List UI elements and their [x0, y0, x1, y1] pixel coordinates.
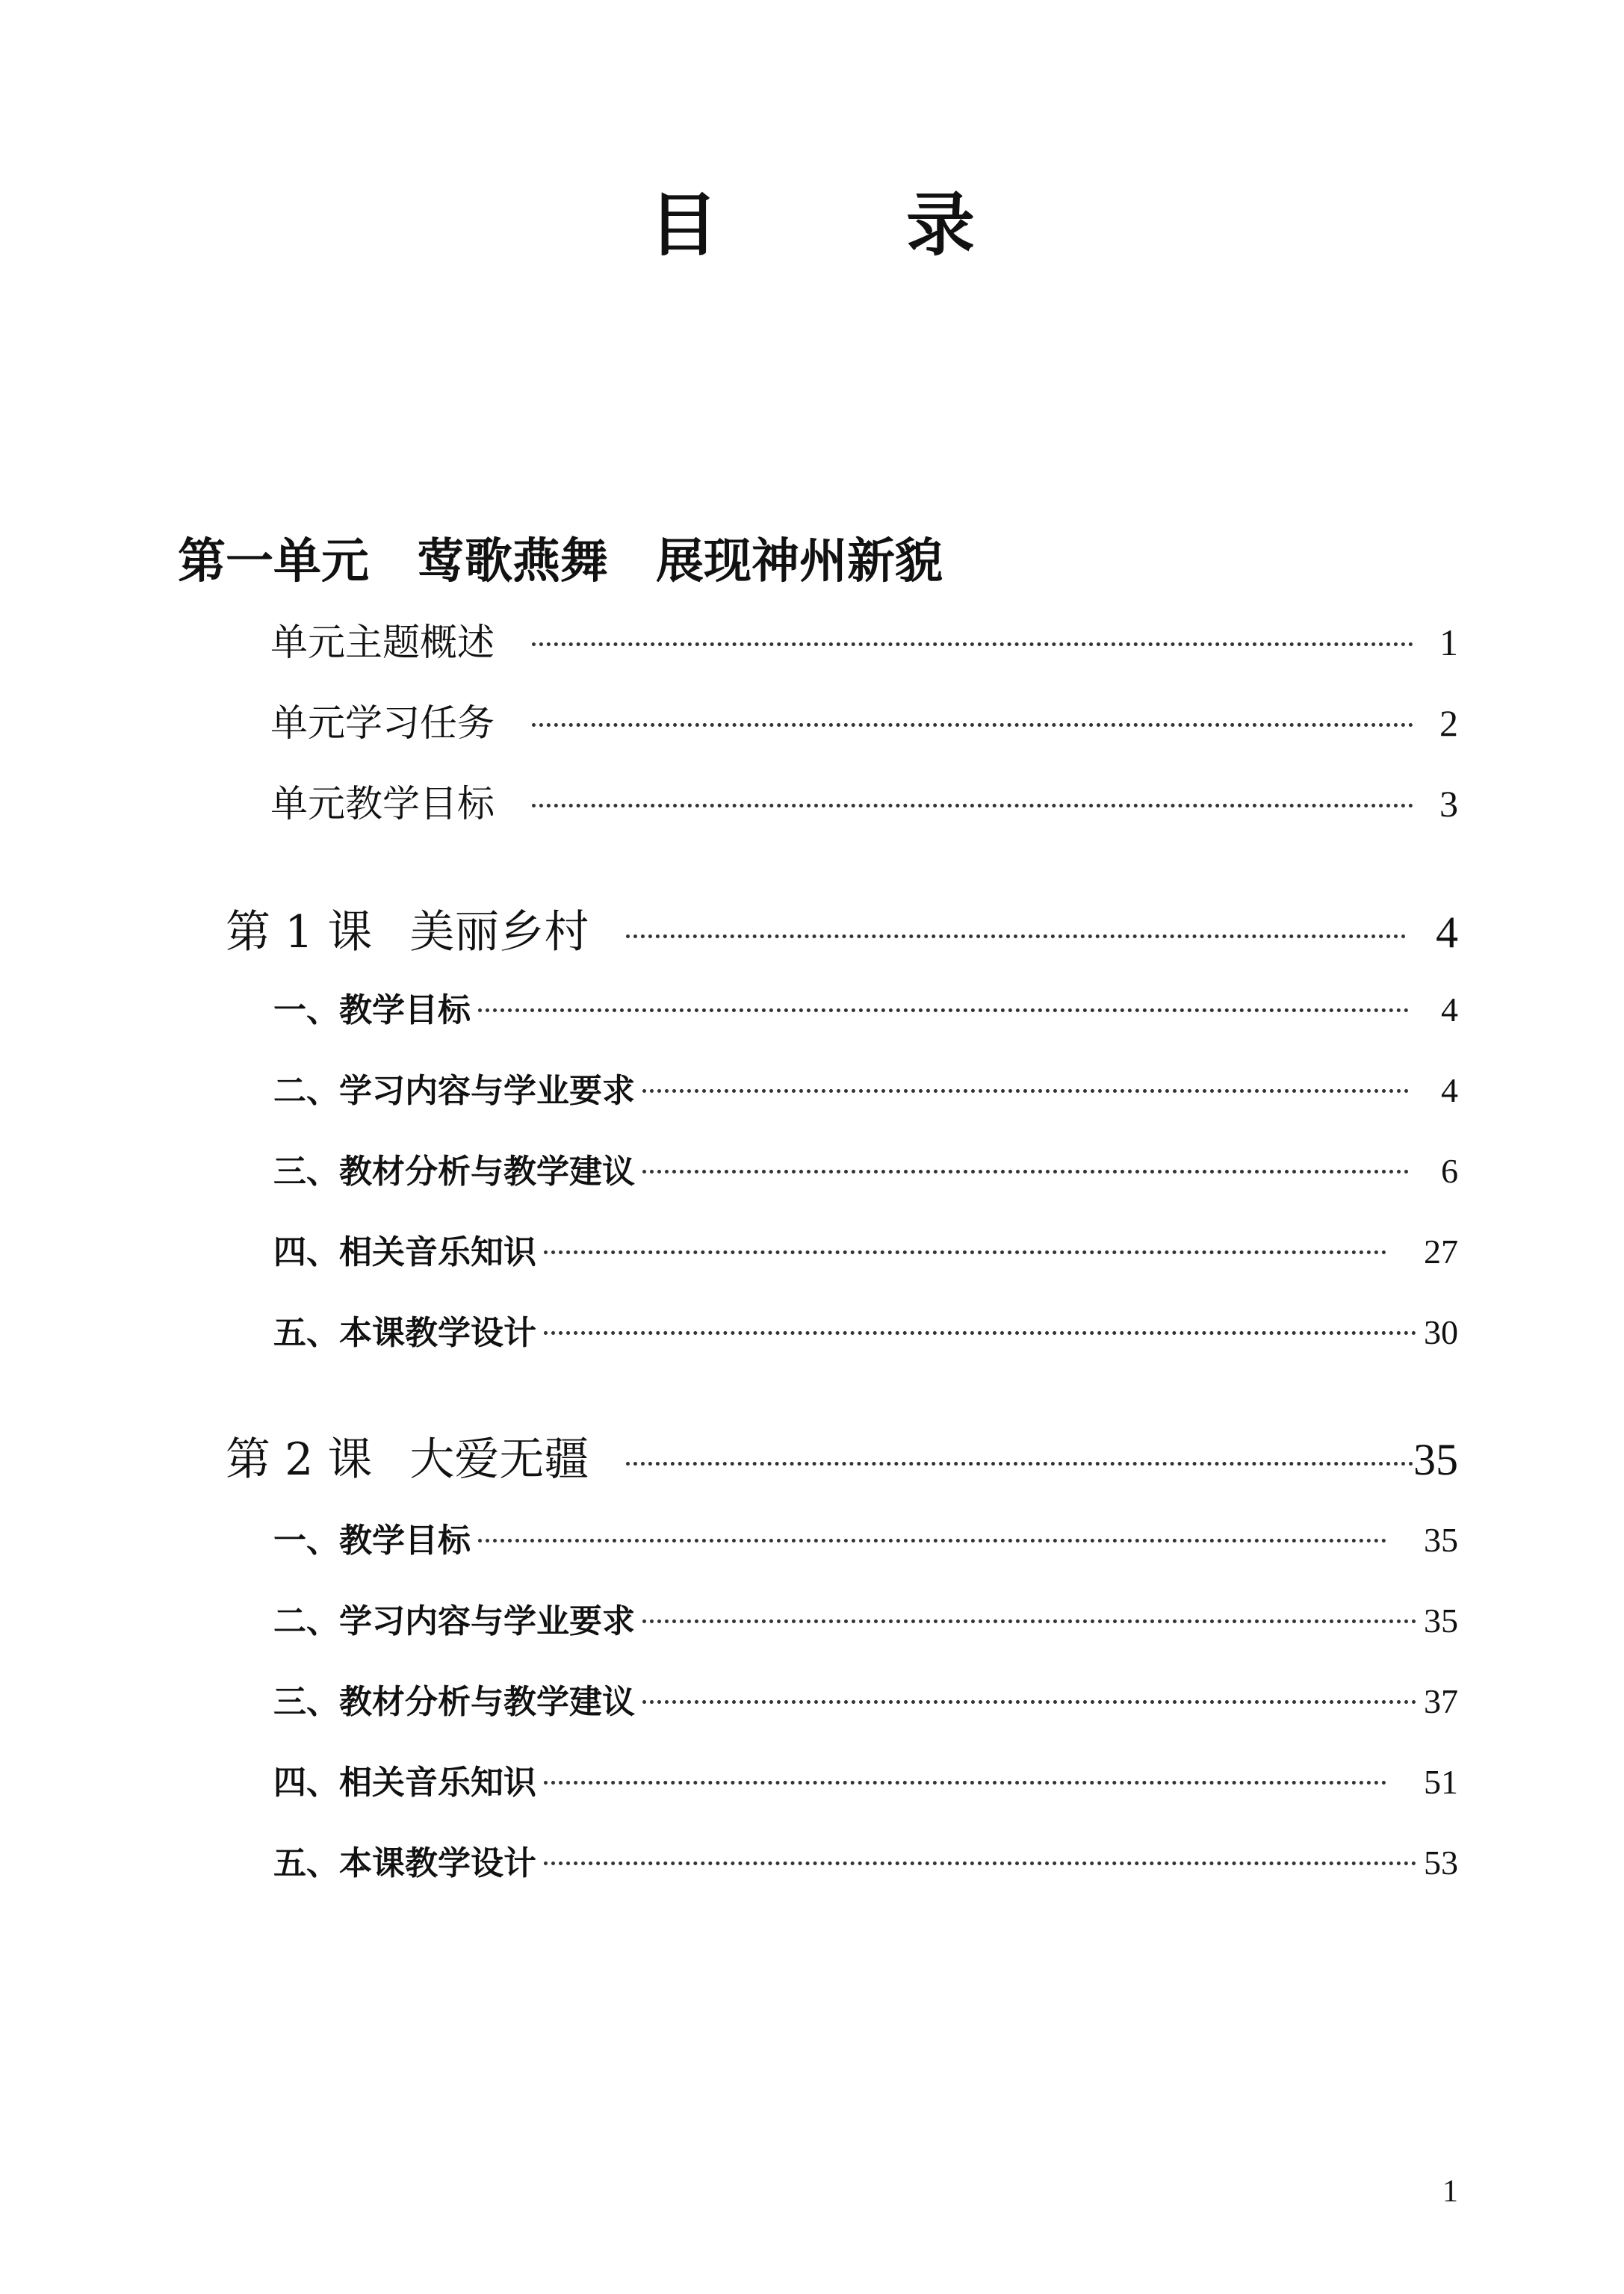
toc-section-label: 一、教学目标	[273, 1522, 471, 1560]
toc-entry-page: 2	[1439, 702, 1458, 744]
dot-leader	[642, 1089, 1409, 1093]
toc-section-1-4[interactable]	[273, 1225, 1458, 1273]
lesson-number: 第 1 课	[226, 906, 373, 958]
toc-section-2-2[interactable]	[273, 1594, 1458, 1642]
toc-lesson-2[interactable]	[226, 1424, 1458, 1488]
toc-section-page: 27	[1424, 1233, 1458, 1271]
dot-leader	[642, 1700, 1416, 1704]
toc-section-page: 30	[1424, 1313, 1458, 1351]
unit-heading	[178, 523, 943, 592]
toc-section-page: 53	[1424, 1844, 1458, 1882]
toc-entry-page: 1	[1439, 621, 1458, 663]
toc-lesson-label	[226, 1424, 589, 1488]
toc-section-1-5[interactable]	[273, 1306, 1458, 1354]
toc-section-label: 五、本课教学设计	[273, 1314, 536, 1352]
toc-section-page: 37	[1424, 1682, 1458, 1720]
toc-section-2-4[interactable]	[273, 1755, 1458, 1803]
unit-label: 第一单元	[178, 534, 369, 589]
dot-leader	[642, 1619, 1416, 1623]
toc-section-1-2[interactable]	[273, 1064, 1458, 1112]
toc-section-page: 4	[1441, 991, 1458, 1029]
toc-section-2-1[interactable]	[273, 1513, 1458, 1561]
toc-section-1-1[interactable]	[273, 983, 1458, 1031]
toc-section-1-3[interactable]	[273, 1144, 1458, 1192]
unit-theme-a: 莺歌燕舞	[417, 534, 608, 589]
dot-leader	[626, 1462, 1413, 1466]
toc-section-label: 二、学习内容与学业要求	[273, 1072, 635, 1110]
toc-section-page: 51	[1424, 1763, 1458, 1801]
dot-leader	[544, 1250, 1386, 1254]
toc-entry-label: 单元学习任务	[270, 701, 495, 745]
toc-entry-label: 单元主题概述	[270, 621, 495, 664]
lesson-name: 美丽乡村	[409, 906, 589, 958]
toc-section-label: 二、学习内容与学业要求	[273, 1602, 635, 1640]
toc-lesson-label	[226, 896, 589, 961]
toc-entry-page: 3	[1439, 783, 1458, 825]
toc-lesson-page: 4	[1436, 908, 1458, 957]
dot-leader	[626, 934, 1406, 938]
dot-leader	[478, 1539, 1386, 1543]
dot-leader	[544, 1861, 1416, 1865]
toc-lesson-1[interactable]	[226, 896, 1458, 961]
dot-leader	[532, 642, 1413, 646]
toc-section-label: 三、教材分析与教学建议	[273, 1683, 635, 1721]
toc-section-label: 四、相关音乐知识	[273, 1764, 536, 1802]
dot-leader	[532, 804, 1413, 807]
toc-section-2-3[interactable]	[273, 1675, 1458, 1723]
lesson-number: 第 2 课	[226, 1433, 373, 1486]
toc-entry-unit-tasks[interactable]	[270, 693, 1458, 747]
toc-section-label: 四、相关音乐知识	[273, 1233, 536, 1271]
toc-section-label: 三、教材分析与教学建议	[273, 1153, 635, 1191]
dot-leader	[544, 1781, 1386, 1785]
toc-section-page: 6	[1441, 1152, 1458, 1190]
page-number: 1	[1442, 2174, 1458, 2209]
toc-section-label: 一、教学目标	[273, 991, 471, 1029]
toc-section-page: 35	[1424, 1602, 1458, 1640]
toc-section-2-5[interactable]	[273, 1836, 1458, 1884]
page-title: 目 录	[648, 185, 1035, 265]
toc-entry-unit-overview[interactable]	[270, 613, 1458, 666]
toc-entry-label: 单元教学目标	[270, 782, 495, 825]
toc-section-page: 35	[1424, 1521, 1458, 1559]
dot-leader	[544, 1331, 1416, 1335]
dot-leader	[642, 1170, 1409, 1174]
toc-section-page: 4	[1441, 1071, 1458, 1109]
toc-lesson-page: 35	[1413, 1435, 1458, 1484]
dot-leader	[478, 1008, 1409, 1012]
toc-entry-unit-goals[interactable]	[270, 774, 1458, 828]
lesson-name: 大爱无疆	[409, 1433, 589, 1486]
toc-section-label: 五、本课教学设计	[273, 1844, 536, 1882]
unit-theme-b: 展现神州新貌	[656, 534, 943, 589]
dot-leader	[532, 723, 1413, 727]
